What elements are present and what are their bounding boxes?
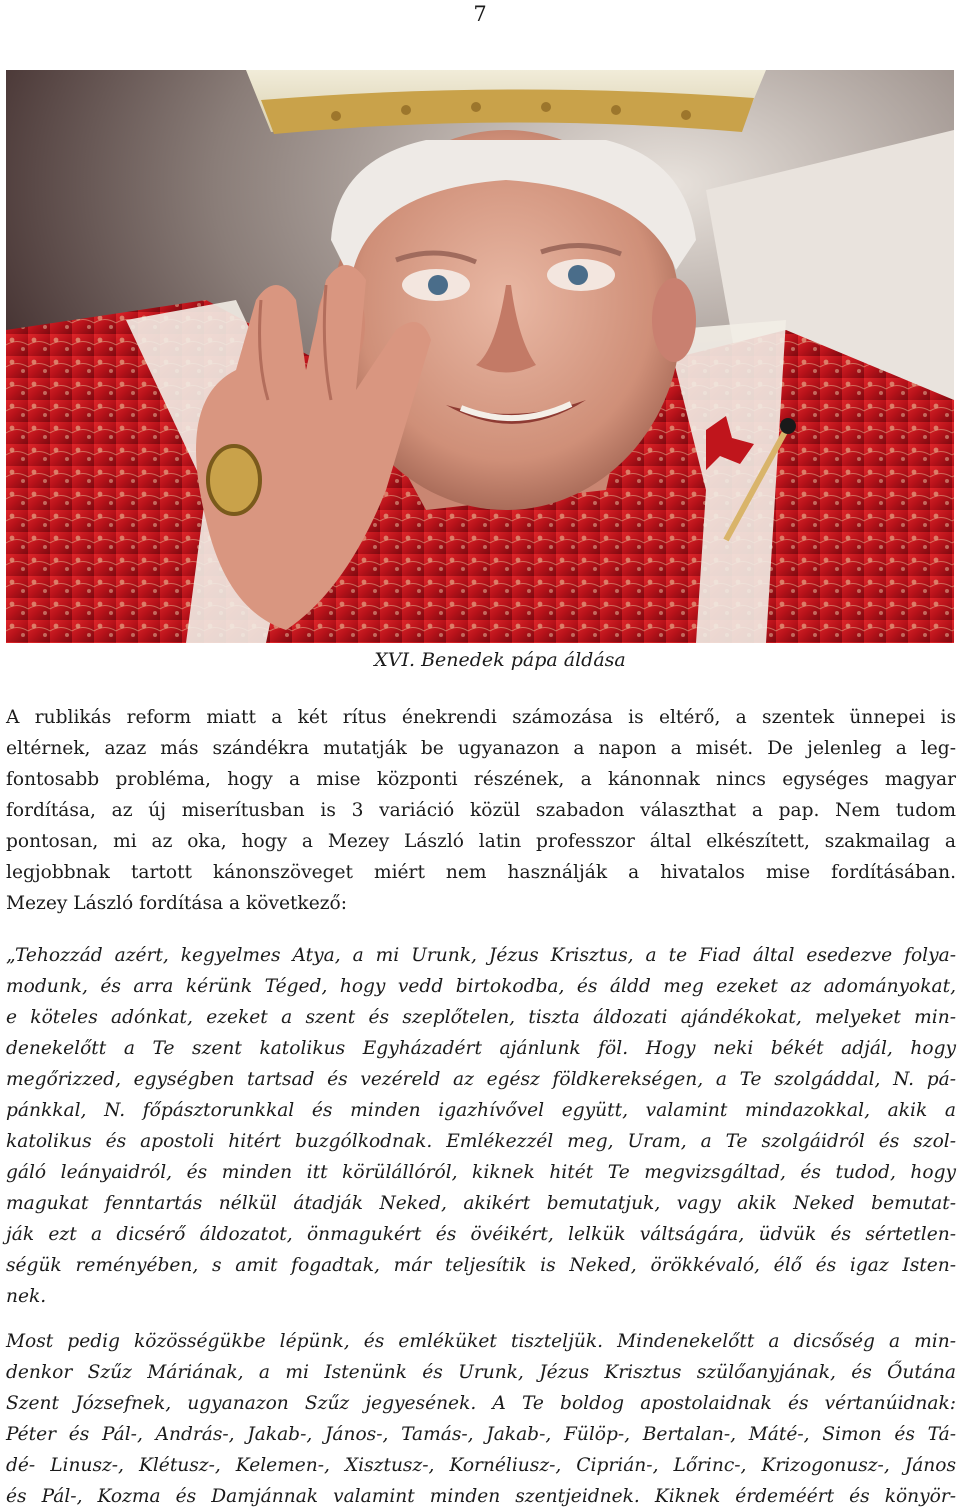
text-line: Péter és Pál-, András-, Jakab-, János-, Tamás-, Jakab-, Fülöp-, Bertalan-, Máté-, Simon és Tá- xyxy=(6,1424,956,1445)
text-line: megőrizzed, egységben tartsad és vezéreld az egész földkerekségen, a Te szolgáddal, N. pá- xyxy=(6,1069,956,1090)
text-line: modunk, és arra kérünk Téged, hogy vedd birtokodba, és áldd meg ezeket az adományokat, xyxy=(6,976,956,997)
text-line: Mezey László fordítása a következő: xyxy=(6,893,347,914)
text-line: legjobbnak tartott kánonszöveget miért nem használják a hivatalos mise fordításában. xyxy=(6,862,956,883)
pope-photo xyxy=(6,70,954,643)
text-line: és Pál-, Kozma és Damjánnak valamint minden szentjeidnek. Kiknek érdeméért és könyör- xyxy=(6,1486,956,1507)
text-line: nek. xyxy=(6,1286,47,1307)
text-line: pontosan, mi az oka, hogy a Mezey László latin professzor által elkészített, szakmailag a xyxy=(6,831,956,852)
text-line: e köteles adónkat, ezeket a szent és szeplőtelen, tiszta áldozati ajándékokat, melyeket min- xyxy=(6,1007,956,1028)
text-line: denekelőtt a Te szent katolikus Egyházadért ajánlunk föl. Hogy neki békét adjál, hogy xyxy=(6,1038,956,1059)
text-line: eltérnek, azaz más szándékra mutatják be ugyanazon a napon a misét. De jelenleg a leg- xyxy=(6,738,956,759)
canon-quote-paragraph xyxy=(6,940,956,1312)
text-line: fontosabb probléma, hogy a mise központi részének, a kánonnak nincs egységes magyar xyxy=(6,769,956,790)
text-line: „Tehozzád azért, kegyelmes Atya, a mi Urunk, Jézus Krisztus, a te Fiad által esedezve folya- xyxy=(6,945,956,966)
text-line: Szent Józsefnek, ugyanazon Szűz jegyesének. A Te boldog apostolaidnak és vértanúidnak: xyxy=(6,1393,956,1414)
text-line: pánkkal, N. főpásztorunkkal és minden igazhívővel együtt, valamint mindazokkal, akik a xyxy=(6,1100,956,1121)
text-line: ják ezt a dicsérő áldozatot, önmagukért és övéikért, lelkük váltságára, üdvük és sértetlen- xyxy=(6,1224,956,1245)
saints-paragraph xyxy=(6,1326,956,1512)
page-number: 7 xyxy=(473,2,487,26)
text-line: fordítása, az új miserítusban is 3 variáció közül szabadon választhat a pap. Nem tudom xyxy=(6,800,956,821)
text-line: magukat fenntartás nélkül átadják Neked, akikért bemutatjuk, vagy akik Neked bemutat- xyxy=(6,1193,956,1214)
text-line: katolikus és apostoli hitért buzgólkodnak. Emlékezzél meg, Uram, a Te szolgáidról és szol- xyxy=(6,1131,956,1152)
text-line: gáló leányaidról, és minden itt körülállóról, kiknek hitét Te megvizsgáltad, és tudod, hogy xyxy=(6,1162,956,1183)
text-line: dé- Linusz-, Klétusz-, Kelemen-, Xisztusz-, Kornéliusz-, Ciprián-, Lőrinc-, Krizogonusz-, János xyxy=(6,1455,956,1476)
text-line: Most pedig közösségükbe lépünk, és emléküket tiszteljük. Mindenekelőtt a dicsőség a min- xyxy=(6,1331,956,1352)
text-line: ségük reményében, s amit fogadtak, már teljesítik is Neked, örökkévaló, élő és igaz Isten- xyxy=(6,1255,956,1276)
photo-caption: XVI. Benedek pápa áldása xyxy=(374,649,626,671)
intro-paragraph xyxy=(6,702,956,919)
text-line: A rublikás reform miatt a két rítus énekrendi számozása is eltérő, a szentek ünnepei is xyxy=(6,707,956,728)
text-line: denkor Szűz Máriának, a mi Istenünk és Urunk, Jézus Krisztus szülőanyjának, és Őutána xyxy=(6,1362,956,1383)
